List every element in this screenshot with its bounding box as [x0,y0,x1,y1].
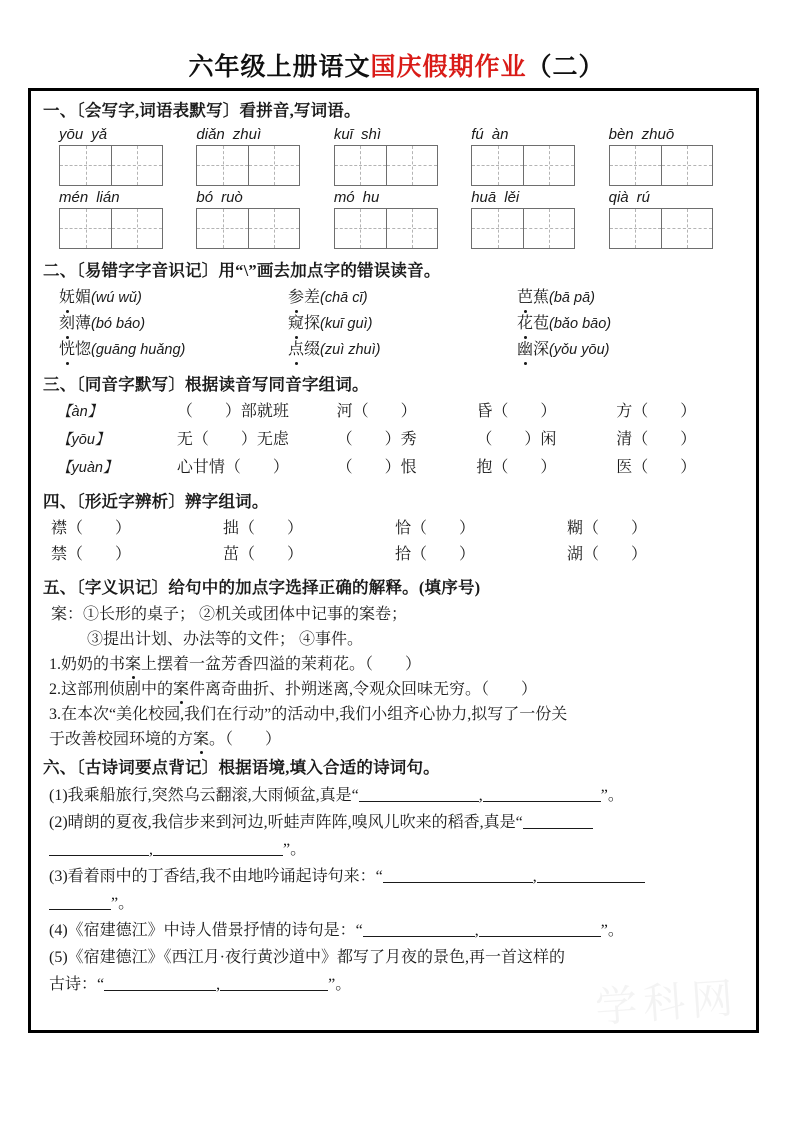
pronunciation-options[interactable]: (zuì zhuì) [320,341,381,358]
character-write-box[interactable] [196,145,300,186]
tianzige-square[interactable] [335,146,386,185]
question-number: 1. [49,655,61,673]
pronunciation-options[interactable]: (bǎo bāo) [549,315,612,332]
worksheet-frame [28,88,759,1033]
section-4-row [43,542,746,568]
section-5-question[interactable] [43,677,746,702]
section-5-question[interactable] [43,652,746,677]
homophone-blank[interactable]: 清（ ） [616,431,697,449]
grid-cell [59,208,196,249]
character-write-box[interactable] [59,208,163,249]
question-number: (5) [49,948,68,966]
question-tail: ”。 [600,786,624,804]
section-4-row [43,516,746,542]
tianzige-square[interactable] [335,209,386,248]
answer-blank[interactable] [483,784,601,802]
answer-blank[interactable] [220,973,328,991]
pinyin-label: mó hu [333,188,380,206]
homophone-blank[interactable]: 抱（ ） [476,459,557,477]
section-1-grid-row-2 [43,208,746,249]
section-3-row [43,398,746,426]
pronunciation-item[interactable] [517,311,746,337]
pinyin-label: fú àn [471,125,509,143]
question-text: 件离奇曲折、扑朔迷离,令观众回味无穷。（ ） [189,680,538,698]
tianzige-square[interactable] [661,146,712,185]
char-word-blank[interactable]: 禁（ ） [51,546,132,563]
answer-blank[interactable] [153,838,283,856]
pronunciation-item[interactable] [288,337,517,363]
homophone-blank[interactable]: 无（ ）无虑 [176,431,289,449]
pinyin-label: bèn zhuō [608,125,675,143]
section-1-pinyin-row-1 [43,125,746,145]
section-2-row [43,337,746,363]
homophone-blank[interactable]: （ ）恨 [336,459,417,477]
tianzige-square[interactable] [610,209,661,248]
dotted-character: 妩 [59,285,75,311]
char-word-blank[interactable]: 拙（ ） [223,520,304,537]
pinyin-label: kuī shì [333,125,382,143]
section-5-question[interactable] [43,702,746,727]
pronunciation-options[interactable]: (yǒu yōu) [549,341,610,358]
character-write-box[interactable] [609,145,713,186]
tianzige-square[interactable] [472,209,523,248]
tianzige-square[interactable] [523,146,574,185]
homophone-blank[interactable]: 医（ ） [616,459,697,477]
question-text: 。（ ） [209,730,282,748]
tianzige-square[interactable] [661,209,712,248]
tianzige-square[interactable] [60,146,111,185]
pinyin-label: mén lián [59,188,120,206]
section-6-question[interactable]: (4)《宿建德江》中诗人借景抒情的诗句是：“ , ”。 [43,917,746,944]
grid-cell [609,145,746,186]
question-number: 2. [49,680,61,698]
question-tail: ”。 [283,840,307,858]
homophone-blank[interactable]: 昏（ ） [476,403,557,421]
section-6-question[interactable]: (3)看着雨中的丁香结,我不由地吟诵起诗句来：“ , [43,863,746,890]
pronunciation-item[interactable] [59,311,288,337]
pronunciation-item[interactable] [288,311,517,337]
question-number: 3. [49,705,61,723]
question-text: 看着雨中的丁香结,我不由地吟诵起诗句来：“ [67,867,383,885]
tianzige-square[interactable] [386,146,437,185]
section-1-pinyin-row-2 [43,188,746,208]
dotted-character: 窥 [288,311,304,337]
question-text: 《宿建德江》中诗人借景抒情的诗句是：“ [67,921,363,939]
section-3-heading: 三、〔同音字默写〕根据读音写同音字组词。 [43,374,369,394]
tianzige-square[interactable] [472,146,523,185]
character-write-box[interactable] [609,208,713,249]
grid-cell [334,145,471,186]
pinyin-label: diǎn zhuì [196,125,262,143]
dotted-character: 花 [517,311,533,337]
tianzige-square[interactable] [248,209,299,248]
answer-blank[interactable] [359,784,479,802]
tianzige-square[interactable] [386,209,437,248]
pinyin-label: yōu yǎ [59,125,108,143]
question-tail: ”。 [328,975,352,993]
character-write-box[interactable] [196,208,300,249]
word-rest: 惚 [75,340,92,358]
question-text: 我乘船旅行,突然乌云翻滚,大雨倾盆,真是“ [67,786,359,804]
pinyin-label: bó ruò [196,188,243,206]
char-word-blank[interactable]: 拾（ ） [395,546,476,563]
dotted-character: 案 [125,652,141,677]
question-text: 在本次“美化校园,我们在行动”的活动中,我们小组齐心协力,拟写了一份关 [61,705,568,723]
tianzige-square[interactable] [248,146,299,185]
homophone-blank[interactable]: （ ）闲 [476,431,557,449]
answer-blank[interactable] [383,865,533,883]
grid-cell [471,208,608,249]
homophone-blank[interactable]: 心甘情（ ） [176,459,289,477]
section-2-heading: 二、〔易错字字音识记〕用“\”画去加点字的错误读音。 [43,260,441,280]
watermark: 学科网 [593,976,741,1032]
section-2-row [43,285,746,311]
section-1-grid-row-1 [43,145,746,186]
pronunciation-item[interactable] [59,337,288,363]
grid-cell [196,145,333,186]
question-text: 晴朗的夏夜,我信步来到河边,听蛙声阵阵,嗅风儿吹来的稻香,真是“ [67,813,523,831]
word-rest: 苞 [533,314,550,332]
pronunciation-item[interactable] [517,285,746,311]
homophone-blank[interactable]: 河（ ） [336,403,417,421]
pronunciation-options[interactable]: (wú wǔ) [91,289,142,306]
section-6-question[interactable]: (1)我乘船旅行,突然乌云翻滚,大雨倾盆,真是“ , ”。 [43,782,746,809]
tianzige-square[interactable] [523,209,574,248]
pronunciation-options[interactable]: (bā pā) [549,289,595,306]
word-rest: 媚 [75,288,92,306]
character-write-box[interactable] [59,145,163,186]
character-write-box[interactable] [334,208,438,249]
definition-line: ③提出计划、办法等的文件； ④事件。 [87,630,364,648]
word-rest: 缀 [304,340,321,358]
pinyin-label: huā lěi [471,188,520,206]
question-number: (1) [49,786,68,804]
pronunciation-options[interactable]: (chā cī) [320,289,368,306]
dotted-character: 案 [193,727,209,752]
answer-blank[interactable] [49,838,149,856]
question-number: (2) [49,813,68,831]
pinyin-label: qià rú [608,188,650,206]
page-title [0,0,793,88]
tianzige-square[interactable] [197,146,248,185]
word-rest: 薄 [75,314,92,332]
pronunciation-options[interactable]: (kuī guì) [320,315,373,332]
section-3-row [43,426,746,454]
word-rest: 蕉 [533,288,550,306]
section-2-row [43,311,746,337]
tianzige-square[interactable] [197,209,248,248]
pronunciation-options[interactable]: (bó báo) [91,315,146,332]
character-write-box[interactable] [334,145,438,186]
homophone-pinyin-key: 【àn】 [57,404,103,421]
character-write-box[interactable] [471,208,575,249]
homophone-pinyin-key: 【yuàn】 [57,460,118,477]
title-highlight: 国庆假期作业 [370,54,527,81]
char-word-blank[interactable]: 糊（ ） [567,520,648,537]
answer-blank[interactable] [523,811,593,829]
question-text: 《宿建德江》《西江月·夜行黄沙道中》都写了月夜的景色,再一首这样的 [67,948,565,966]
question-text: 古诗：“ [49,975,105,993]
homophone-pinyin-key: 【yōu】 [57,432,110,449]
section-4-heading: 四、〔形近字辨析〕辨字组词。 [43,492,269,512]
character-write-box[interactable] [471,145,575,186]
grid-cell [471,145,608,186]
dotted-character: 芭 [517,285,533,311]
char-word-blank[interactable]: 湖（ ） [567,546,648,563]
char-word-blank[interactable]: 茁（ ） [223,546,304,563]
section-6-question-continuation[interactable]: , ”。 [43,836,746,863]
section-5-heading: 五、〔字义识记〕给句中的加点字选择正确的解释。(填序号) [43,578,481,597]
section-1-heading: 一、〔会写字,词语表默写〕看拼音,写词语。 [43,101,361,120]
dotted-character: 案 [173,677,189,702]
title-part-number: （二） [526,54,605,81]
tianzige-square[interactable] [111,146,162,185]
dotted-character: 参 [288,285,304,311]
homophone-blank[interactable]: （ ）部就班 [176,403,289,421]
word-rest: 探 [304,314,321,332]
section-6-question-continuation[interactable]: 古诗：“ , ”。 [43,971,746,998]
question-text: 于改善校园环境的方 [49,730,194,748]
tianzige-square[interactable] [111,209,162,248]
definition-line: 案：①长形的桌子； ②机关或团体中记事的案卷； [51,605,408,623]
section-6-question[interactable] [43,809,746,836]
answer-blank[interactable] [537,865,645,883]
answer-blank[interactable] [363,919,475,937]
tianzige-square[interactable] [60,209,111,248]
title-grade-subject: 六年级上册语文 [188,54,371,81]
answer-blank[interactable] [49,892,111,910]
question-tail: ”。 [600,921,624,939]
dotted-character: 刻 [59,311,75,337]
grid-cell [334,208,471,249]
grid-cell [196,208,333,249]
answer-blank[interactable] [104,973,216,991]
grid-cell [609,208,746,249]
section-6-question[interactable] [43,944,746,971]
homophone-blank[interactable]: 方（ ） [616,403,697,421]
word-rest: 差 [304,288,321,306]
dotted-character: 幽 [517,337,533,363]
homophone-blank[interactable]: （ ）秀 [336,431,417,449]
dotted-character: 点 [288,337,304,363]
char-word-blank[interactable]: 恰（ ） [395,520,476,537]
question-text: 这部刑侦剧中的 [61,680,174,698]
grid-cell [59,145,196,186]
question-text: 上摆着一盆芳香四溢的茉莉花。（ ） [141,655,422,673]
question-number: (3) [49,867,68,885]
tianzige-square[interactable] [610,146,661,185]
answer-blank[interactable] [479,919,601,937]
section-6-question-continuation[interactable] [43,890,746,917]
question-number: (4) [49,921,68,939]
word-rest: 深 [533,340,550,358]
section-3-row [43,454,746,482]
char-word-blank[interactable]: 襟（ ） [51,520,132,537]
section-6-heading: 六、〔古诗词要点背记〕根据语境,填入合适的诗词句。 [43,757,440,777]
question-tail: ”。 [111,894,135,912]
pronunciation-item[interactable] [288,285,517,311]
pronunciation-item[interactable] [59,285,288,311]
pronunciation-item[interactable] [517,337,746,363]
dotted-character: 恍 [59,337,75,363]
pronunciation-options[interactable]: (guāng huǎng) [91,341,186,358]
question-text: 奶奶的书 [61,655,126,673]
section-5-question-continuation[interactable] [43,727,746,752]
